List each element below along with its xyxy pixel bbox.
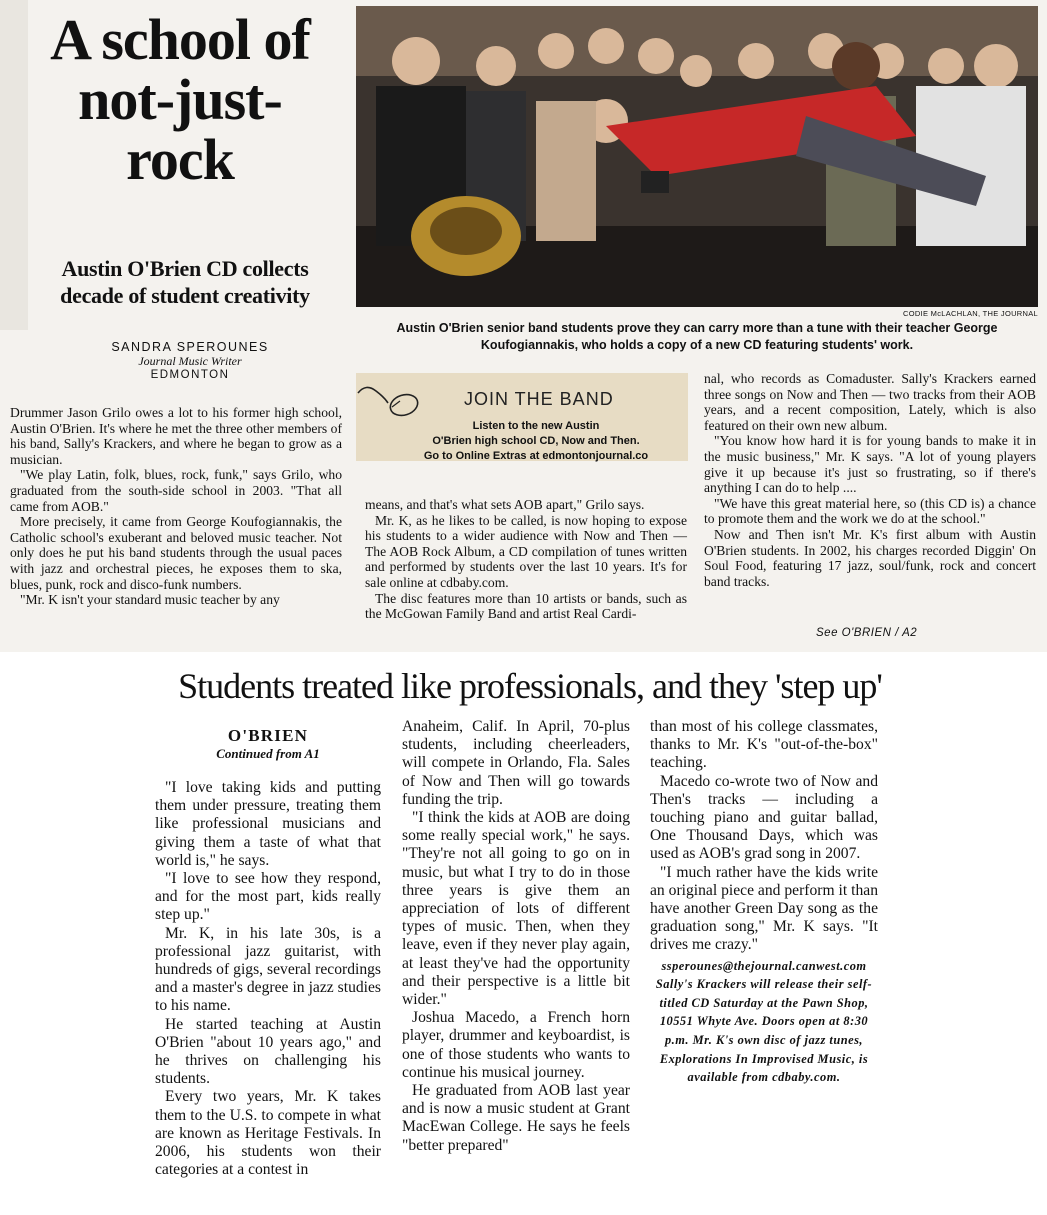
headline: A school of not-just-rock <box>50 7 310 192</box>
subhead: Austin O'Brien CD collects decade of student creativity <box>60 256 310 308</box>
paragraph: means, and that's what sets AOB apart," Grilo says. <box>365 497 645 512</box>
paragraph: Mr. K, as he likes to be called, is now hoping to expose his students to a wider audience with Now and Then — The AOB Rock Album, a CD compilation of tunes written and performed by students over the last 10 years. It's for sale online at cdbaby.com. <box>365 512 687 590</box>
event-tagline: Sally's Krackers will release their self-titled CD Saturday at the Pawn Shop, 10551 Whyte Ave. Doors open at 8:30 p.m. Mr. K's own disc of jazz tunes, Explorations In Improvised Music, is available from cdbaby.com. <box>655 977 873 1085</box>
paragraph: Drummer Jason Grilo owes a lot to his former high school, Austin O'Brien. It's where he met the three other members of his band, Sally's Krackers, and where he began to grow as a musician. <box>10 405 342 467</box>
jump-header <box>155 726 381 762</box>
paragraph: Anaheim, Calif. In April, 70-plus students, including cheerleaders, will compete in Orlando, Fla. Sales of Now and Then will go towards funding the trip. <box>402 718 630 808</box>
promo-line: O'Brien high school CD, Now and Then. <box>432 435 640 447</box>
paragraph: "I much rather have the kids write an original piece and perform it than have another Green Day song as the graduation song," Mr. K says. "It drives me crazy." <box>650 863 878 954</box>
jump-name: O'BRIEN <box>227 726 309 745</box>
paragraph: He started teaching at Austin O'Brien "about 10 years ago," and he thrives on challenging his students. <box>155 1015 381 1088</box>
paragraph: "We have this great material here, so (this CD is) a chance to promote them and the work we do at the school." <box>704 495 1036 527</box>
byline-name: SANDRA SPEROUNES <box>111 340 269 354</box>
photo-caption: Austin O'Brien senior band students prove they can carry more than a tune with their teacher George Koufogiannakis, who holds a copy of a new CD featuring students' work. <box>396 321 998 352</box>
jump-from: Continued from A1 <box>216 746 320 761</box>
paragraph: The disc features more than 10 artists or bands, such as the McGowan Family Band and artist Real Cardi- <box>365 590 687 622</box>
paragraph: "I love to see how they respond, and for the most part, kids really step up." <box>155 870 381 924</box>
photo-credit: CODIE McLACHLAN, THE JOURNAL <box>903 309 1038 318</box>
continuation-column-3 <box>650 718 878 1087</box>
author-email[interactable]: ssperounes@thejournal.canwest.com <box>661 958 867 973</box>
promo-line: Listen to the new Austin <box>472 420 600 432</box>
paragraph: "You know how hard it is for young bands to make it in the music business," Mr. K says. "A lot of young players give it up because it's just so frustrating, so if there's anything I can do to help .... <box>704 433 1036 496</box>
paragraph: Joshua Macedo, a French horn player, drummer and keyboardist, is one of those students who wants to continue his musical journey. <box>402 1009 630 1081</box>
paragraph: Macedo co-wrote two of Now and Then's tracks — including a touching piano and guitar ballad, One Thousand Days, which was used as AOB's grad song in 2007. <box>650 772 878 863</box>
paragraph: Every two years, Mr. K takes them to the U.S. to compete in what are known as Heritage Festivals. In 2006, his students won their categories at a contest in <box>155 1088 381 1179</box>
paragraph: "We play Latin, folk, blues, rock, funk," says Grilo, who graduated from the south-side school in 2003. "That all came from AOB." <box>10 467 342 514</box>
adjacent-column-bleed <box>0 0 28 330</box>
paragraph: Now and Then isn't Mr. K's first album with Austin O'Brien students. In 2002, his charges recorded Diggin' On Soul Food, featuring 17 jazz, soul/funk, rock and concert band tracks. <box>704 526 1036 589</box>
continuation-headline: Students treated like professionals, and they 'step up' <box>178 666 882 706</box>
continuation-column-2 <box>402 718 630 1155</box>
paragraph: "Mr. K isn't your standard music teacher by any <box>20 592 280 608</box>
byline-place: EDMONTON <box>150 369 230 381</box>
continuation-column-1 <box>155 779 381 1179</box>
promo-title: JOIN THE BAND <box>464 389 614 409</box>
paragraph: than most of his college classmates, thanks to Mr. K's "out-of-the-box" teaching. <box>650 718 878 772</box>
paragraph: More precisely, it came from George Koufogiannakis, the Catholic school's exuberant and beloved music teacher. Not only does he put his band students through the usual paces with jazz and orchestral pieces, he exposes them to ska, blues, punk, rock and disco-funk numbers. <box>10 514 342 592</box>
paragraph: He graduated from AOB last year and is now a music student at Grant MacEwan College. He says he feels "better prepared" <box>402 1082 630 1154</box>
article-column-1 <box>10 405 342 608</box>
article-column-3 <box>704 371 1036 589</box>
byline-role: Journal Music Writer <box>138 354 242 368</box>
paragraph: nal, who records as Comaduster. Sally's Krackers earned three songs on Now and Then — two tracks from their AOB years, and a recent composition, Lately, which is also featured on their own new album. <box>704 371 1036 433</box>
byline <box>60 340 320 381</box>
band-photo-illustration <box>356 6 1038 307</box>
paragraph: Mr. K, in his late 30s, is a professional jazz guitarist, with hundreds of gigs, several recordings and a master's degree in jazz studies to his name. <box>155 924 381 1015</box>
paragraph: "I love taking kids and putting them under pressure, treating them like professional musicians and giving them a taste of what that world is," he says. <box>155 779 381 869</box>
promo-link[interactable]: Go to Online Extras at edmontonjournal.co <box>423 450 649 462</box>
join-the-band-promo[interactable] <box>356 373 688 461</box>
band-photo <box>356 6 1038 307</box>
paragraph: "I think the kids at AOB are doing some really special work," he says. "They're not all going to go on in music, but what I try to do in those three years is give them an appreciation of lots of different types of music. Then, when they leave, even if they never play again, at least they've had the opportunity and their perspective is a little bit wider." <box>402 809 630 1009</box>
article-column-2 <box>365 497 687 622</box>
computer-mouse-icon <box>356 383 432 423</box>
jump-reference: See O'BRIEN / A2 <box>816 627 918 639</box>
